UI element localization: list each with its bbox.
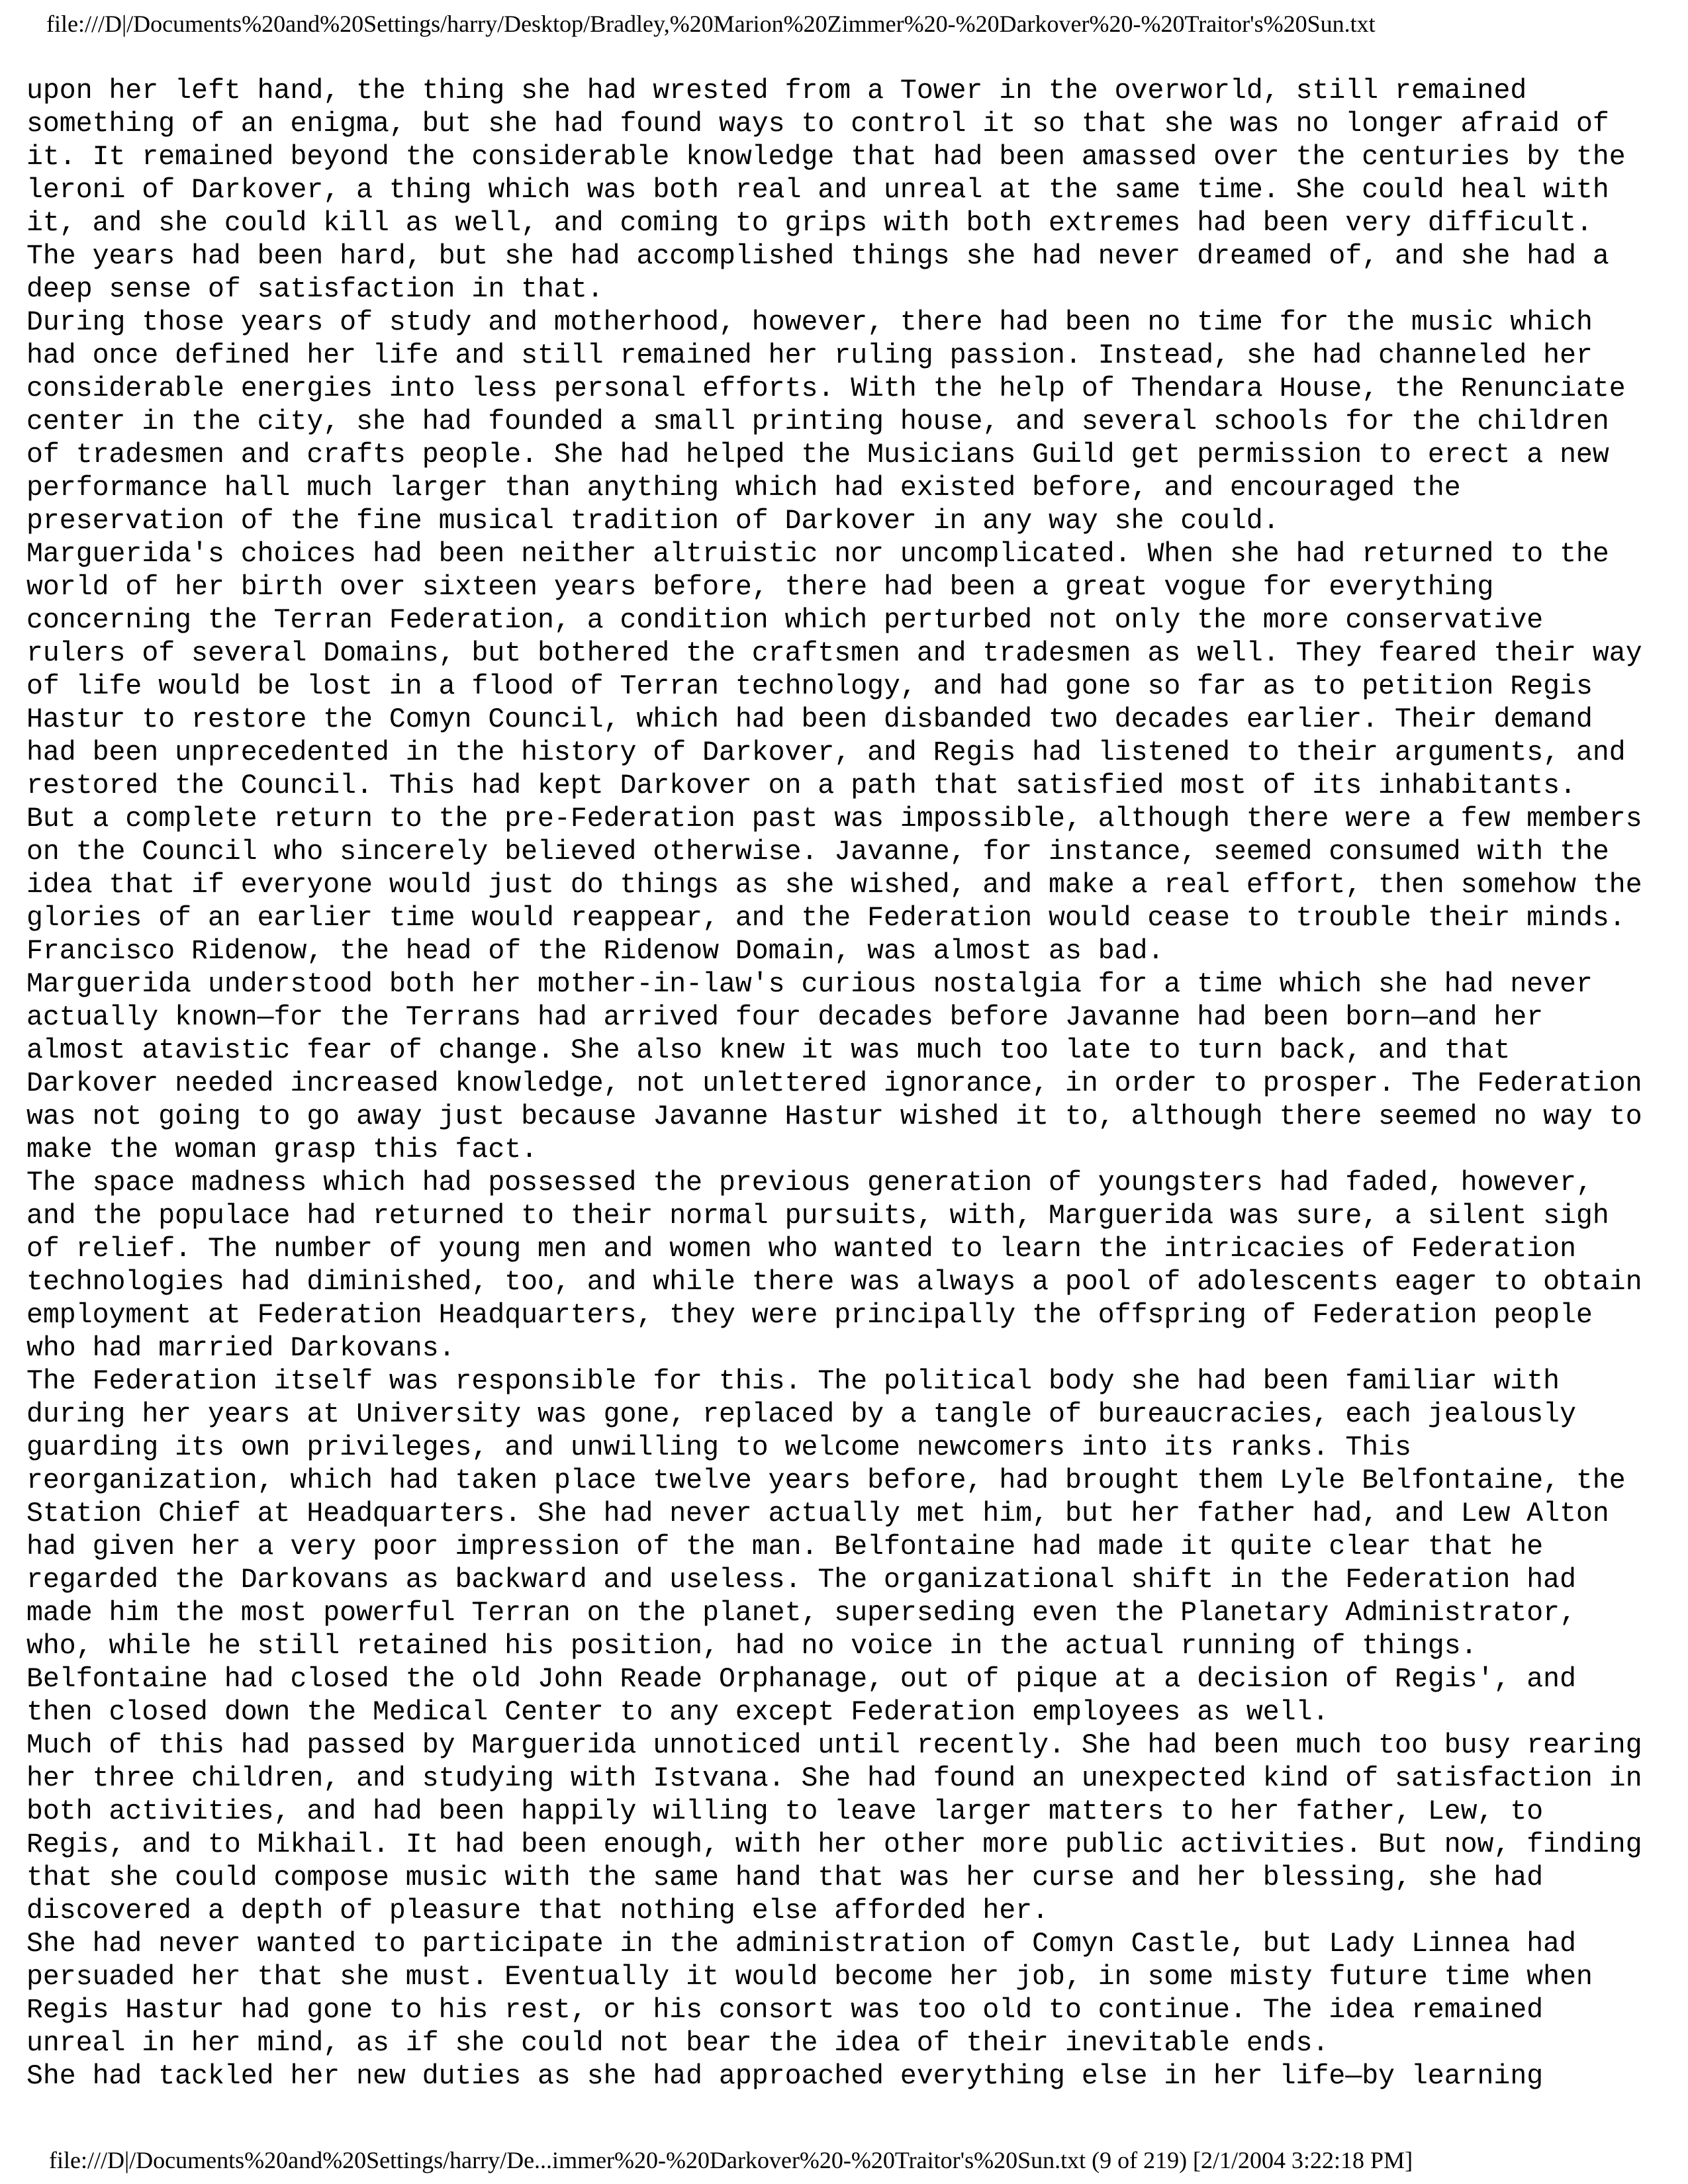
- text-line: rulers of several Domains, but bothered the craftsmen and tradesmen as well. They feared their way: [26, 638, 1642, 669]
- text-line: had given her a very poor impression of the man. Belfontaine had made it quite clear that he: [26, 1531, 1544, 1563]
- text-line: deep sense of satisfaction in that.: [26, 274, 604, 305]
- text-line: The Federation itself was responsible for this. The political body she had been familiar with: [26, 1366, 1560, 1397]
- text-line: idea that if everyone would just do things as she wished, and make a real effort, then somehow the: [26, 870, 1642, 901]
- text-line: discovered a depth of pleasure that nothing else afforded her.: [26, 1895, 1049, 1927]
- text-line: upon her left hand, the thing she had wrested from a Tower in the overworld, still remained: [26, 75, 1527, 107]
- text-line: persuaded her that she must. Eventually it would become her job, in some misty future time when: [26, 1962, 1593, 1993]
- text-line: that she could compose music with the same hand that was her curse and her blessing, she had: [26, 1862, 1544, 1893]
- text-line: made him the most powerful Terran on the planet, superseding even the Planetary Administrator,: [26, 1598, 1576, 1629]
- text-line: Marguerida's choices had been neither altruistic nor uncomplicated. When she had returned to the: [26, 539, 1609, 570]
- text-line: Station Chief at Headquarters. She had never actually met him, but her father had, and Lew Alton: [26, 1498, 1609, 1529]
- text-line: guarding its own privileges, and unwilling to welcome newcomers into its ranks. This: [26, 1432, 1411, 1463]
- text-line: of relief. The number of young men and women who wanted to learn the intricacies of Federation: [26, 1234, 1576, 1265]
- text-line: glories of an earlier time would reappear, and the Federation would cease to trouble their minds.: [26, 903, 1626, 934]
- text-line: Francisco Ridenow, the head of the Ridenow Domain, was almost as bad.: [26, 936, 1164, 967]
- text-line: of tradesmen and crafts people. She had helped the Musicians Guild get permission to erect a new: [26, 439, 1609, 471]
- text-line: center in the city, she had founded a small printing house, and several schools for the children: [26, 406, 1609, 437]
- text-line: She had never wanted to participate in the administration of Comyn Castle, but Lady Linnea had: [26, 1929, 1576, 1960]
- text-line: Hastur to restore the Comyn Council, which had been disbanded two decades earlier. Their demand: [26, 704, 1593, 735]
- text-line: who, while he still retained his position, had no voice in the actual running of things.: [26, 1631, 1477, 1662]
- text-line: during her years at University was gone, replaced by a tangle of bureaucracies, each jealously: [26, 1399, 1576, 1430]
- text-line: restored the Council. This had kept Darkover on a path that satisfied most of its inhabitants.: [26, 770, 1576, 801]
- text-line: concerning the Terran Federation, a condition which perturbed not only the more conservative: [26, 605, 1544, 636]
- text-line: Darkover needed increased knowledge, not unlettered ignorance, in order to prosper. The Federation: [26, 1068, 1642, 1099]
- text-line: on the Council who sincerely believed otherwise. Javanne, for instance, seemed consumed with the: [26, 837, 1609, 868]
- text-line: performance hall much larger than anything which had existed before, and encouraged the: [26, 473, 1461, 504]
- text-line: regarded the Darkovans as backward and useless. The organizational shift in the Federation had: [26, 1565, 1576, 1596]
- text-line: Marguerida understood both her mother-in-law's curious nostalgia for a time which she had never: [26, 969, 1593, 1000]
- text-line: employment at Federation Headquarters, they were principally the offspring of Federation people: [26, 1300, 1593, 1331]
- document-body: [26, 75, 1668, 2093]
- text-line: Belfontaine had closed the old John Reade Orphanage, out of pique at a decision of Regis', and: [26, 1664, 1576, 1695]
- text-line: She had tackled her new duties as she had approached everything else in her life—by learning: [26, 2061, 1544, 2092]
- text-line: make the woman grasp this fact.: [26, 1134, 538, 1165]
- text-line: considerable energies into less personal efforts. With the help of Thendara House, the Renunciate: [26, 373, 1626, 404]
- text-line: both activities, and had been happily willing to leave larger matters to her father, Lew, to: [26, 1796, 1544, 1827]
- text-line: technologies had diminished, too, and while there was always a pool of adolescents eager to obtain: [26, 1267, 1642, 1298]
- text-line: actually known—for the Terrans had arrived four decades before Javanne had been born—and her: [26, 1002, 1544, 1033]
- text-line: of life would be lost in a flood of Terran technology, and had gone so far as to petition Regis: [26, 671, 1593, 702]
- text-line: it. It remained beyond the considerable knowledge that had been amassed over the centuries by the: [26, 142, 1626, 173]
- text-line: something of an enigma, but she had found ways to control it so that she was no longer afraid of: [26, 109, 1609, 140]
- text-line: unreal in her mind, as if she could not bear the idea of their inevitable ends.: [26, 2028, 1329, 2059]
- text-line: Regis, and to Mikhail. It had been enough, with her other more public activities. But now, finding: [26, 1829, 1642, 1860]
- text-line: The years had been hard, but she had accomplished things she had never dreamed of, and she had a: [26, 241, 1609, 272]
- text-line: The space madness which had possessed the previous generation of youngsters had faded, however,: [26, 1167, 1593, 1199]
- text-line: Much of this had passed by Marguerida unnoticed until recently. She had been much too busy rearing: [26, 1730, 1642, 1761]
- text-line: it, and she could kill as well, and coming to grips with both extremes had been very difficult.: [26, 208, 1593, 239]
- text-line: then closed down the Medical Center to any except Federation employees as well.: [26, 1697, 1329, 1728]
- page-footer: file:///D|/Documents%20and%20Settings/harry/De...immer%20-%20Darkover%20-%20Traitor's%20Sun.txt (9 of 219) [2/1/2004 3:22:18 PM]: [49, 2147, 1413, 2173]
- text-line: leroni of Darkover, a thing which was both real and unreal at the same time. She could heal with: [26, 175, 1609, 206]
- text-line: had once defined her life and still remained her ruling passion. Instead, she had channeled her: [26, 340, 1593, 371]
- text-line: had been unprecedented in the history of Darkover, and Regis had listened to their arguments, and: [26, 737, 1626, 768]
- text-line: her three children, and studying with Istvana. She had found an unexpected kind of satisfaction in: [26, 1763, 1642, 1794]
- text-line: During those years of study and motherhood, however, there had been no time for the music which: [26, 307, 1593, 338]
- text-line: Regis Hastur had gone to his rest, or his consort was too old to continue. The idea remained: [26, 1995, 1544, 2026]
- text-line: almost atavistic fear of change. She also knew it was much too late to turn back, and that: [26, 1035, 1511, 1066]
- text-line: world of her birth over sixteen years before, there had been a great vogue for everything: [26, 572, 1494, 603]
- text-line: was not going to go away just because Javanne Hastur wished it to, although there seemed no way to: [26, 1101, 1642, 1132]
- text-line: preservation of the fine musical tradition of Darkover in any way she could.: [26, 506, 1280, 537]
- text-line: reorganization, which had taken place twelve years before, had brought them Lyle Belfontaine, the: [26, 1465, 1626, 1496]
- text-line: and the populace had returned to their normal pursuits, with, Marguerida was sure, a silent sigh: [26, 1201, 1609, 1232]
- text-line: But a complete return to the pre-Federation past was impossible, although there were a few members: [26, 803, 1642, 835]
- text-line: who had married Darkovans.: [26, 1333, 455, 1364]
- page-header-path: file:///D|/Documents%20and%20Settings/harry/Desktop/Bradley,%20Marion%20Zimmer%20-%20Darkover%20-%20Traitor's%20Sun.txt: [46, 11, 1376, 37]
